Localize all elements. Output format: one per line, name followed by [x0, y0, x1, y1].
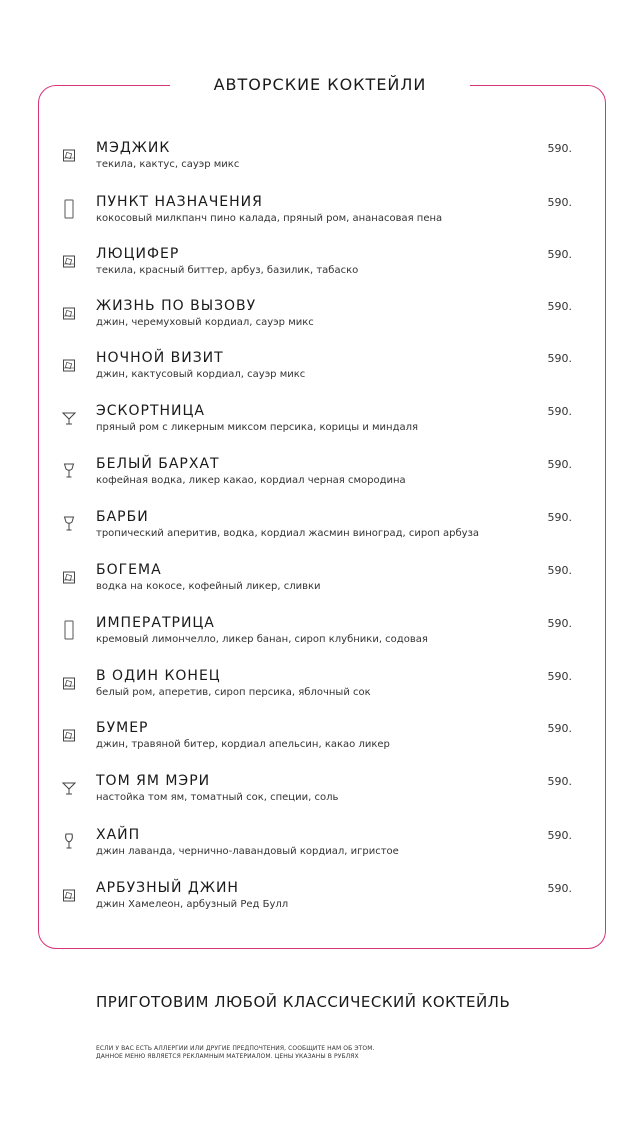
menu-item: [60, 246, 580, 286]
rocks-glass-icon: [62, 145, 76, 165]
item-description: текила, кактус, сауэр микс: [96, 159, 240, 170]
item-name: БАРБИ: [96, 509, 149, 525]
menu-item: [60, 403, 580, 443]
item-description: текила, красный биттер, арбуз, базилик, табаско: [96, 265, 359, 276]
item-description: водка на кокосе, кофейный ликер, сливки: [96, 581, 321, 592]
item-name: ПУНКТ НАЗНАЧЕНИЯ: [96, 194, 263, 210]
menu-item: [60, 668, 580, 708]
item-price: 590.: [547, 405, 572, 418]
highball-glass-icon: [62, 620, 76, 640]
item-name: БОГЕМА: [96, 562, 162, 578]
rocks-glass-icon: [62, 303, 76, 323]
item-name: ЛЮЦИФЕР: [96, 246, 180, 262]
item-price: 590.: [547, 564, 572, 577]
item-price: 590.: [547, 196, 572, 209]
item-name: БЕЛЫЙ БАРХАТ: [96, 456, 220, 472]
menu-item: [60, 880, 580, 920]
item-name: В ОДИН КОНЕЦ: [96, 668, 221, 684]
menu-item: [60, 773, 580, 813]
item-name: ХАЙП: [96, 827, 141, 843]
menu-item: [60, 194, 580, 234]
menu-item: [60, 562, 580, 602]
menu-item: [60, 720, 580, 760]
item-price: 590.: [547, 142, 572, 155]
item-name: БУМЕР: [96, 720, 149, 736]
item-name: ЭСКОРТНИЦА: [96, 403, 205, 419]
item-price: 590.: [547, 511, 572, 524]
item-description: джин Хамелеон, арбузный Ред Булл: [96, 899, 289, 910]
item-description: джин, кактусовый кордиал, сауэр микс: [96, 369, 306, 380]
item-price: 590.: [547, 458, 572, 471]
item-description: джин, черемуховый кордиал, сауэр микс: [96, 317, 314, 328]
rocks-glass-icon: [62, 567, 76, 587]
item-price: 590.: [547, 722, 572, 735]
coupe-glass-icon: [62, 461, 76, 481]
rocks-glass-icon: [62, 885, 76, 905]
item-name: АРБУЗНЫЙ ДЖИН: [96, 880, 239, 896]
item-description: джин лаванда, чернично-лавандовый кордиал, игристое: [96, 846, 399, 857]
item-description: тропический аперитив, водка, кордиал жасмин виноград, сироп арбуза: [96, 528, 480, 539]
item-price: 590.: [547, 829, 572, 842]
item-name: ИМПЕРАТРИЦА: [96, 615, 215, 631]
item-price: 590.: [547, 882, 572, 895]
item-name: ТОМ ЯМ МЭРИ: [96, 773, 211, 789]
rocks-glass-icon: [62, 725, 76, 745]
menu-item: [60, 509, 580, 549]
coupe-glass-icon: [62, 514, 76, 534]
menu-item: [60, 456, 580, 496]
classic-cocktail-note: ПРИГОТОВИМ ЛЮБОЙ КЛАССИЧЕСКИЙ КОКТЕЙЛЬ: [96, 993, 511, 1011]
item-description: настойка том ям, томатный сок, специи, соль: [96, 792, 339, 803]
menu-item: [60, 298, 580, 338]
menu-item: [60, 615, 580, 655]
wine-glass-icon: [62, 832, 76, 852]
item-description: кремовый лимончелло, ликер банан, сироп клубники, содовая: [96, 634, 428, 645]
item-price: 590.: [547, 670, 572, 683]
allergy-note: ЕСЛИ У ВАС ЕСТЬ АЛЛЕРГИИ ИЛИ ДРУГИЕ ПРЕДПОЧТЕНИЯ, СООБЩИТЕ НАМ ОБ ЭТОМ.: [96, 1045, 375, 1052]
item-name: ЖИЗНЬ ПО ВЫЗОВУ: [96, 298, 257, 314]
martini-glass-icon: [62, 778, 76, 798]
item-price: 590.: [547, 300, 572, 313]
menu-item: [60, 350, 580, 390]
menu-item: [60, 827, 580, 867]
item-description: пряный ром с ликерным миксом персика, корицы и миндаля: [96, 422, 419, 433]
item-description: кофейная водка, ликер какао, кордиал черная смородина: [96, 475, 406, 486]
advertising-note: ДАННОЕ МЕНЮ ЯВЛЯЕТСЯ РЕКЛАМНЫМ МАТЕРИАЛОМ. ЦЕНЫ УКАЗАНЫ В РУБЛЯХ: [96, 1053, 359, 1060]
item-description: джин, травяной битер, кордиал апельсин, какао ликер: [96, 739, 390, 750]
rocks-glass-icon: [62, 355, 76, 375]
highball-glass-icon: [62, 199, 76, 219]
item-price: 590.: [547, 775, 572, 788]
menu-title: АВТОРСКИЕ КОКТЕЙЛИ: [170, 73, 470, 97]
item-price: 590.: [547, 617, 572, 630]
rocks-glass-icon: [62, 673, 76, 693]
martini-glass-icon: [62, 408, 76, 428]
item-description: белый ром, аперетив, сироп персика, яблочный сок: [96, 687, 371, 698]
item-price: 590.: [547, 248, 572, 261]
item-price: 590.: [547, 352, 572, 365]
item-description: кокосовый милкпанч пино калада, пряный ром, ананасовая пена: [96, 213, 443, 224]
rocks-glass-icon: [62, 251, 76, 271]
item-name: МЭДЖИК: [96, 140, 171, 156]
menu-item: [60, 140, 580, 180]
item-name: НОЧНОЙ ВИЗИТ: [96, 350, 224, 366]
